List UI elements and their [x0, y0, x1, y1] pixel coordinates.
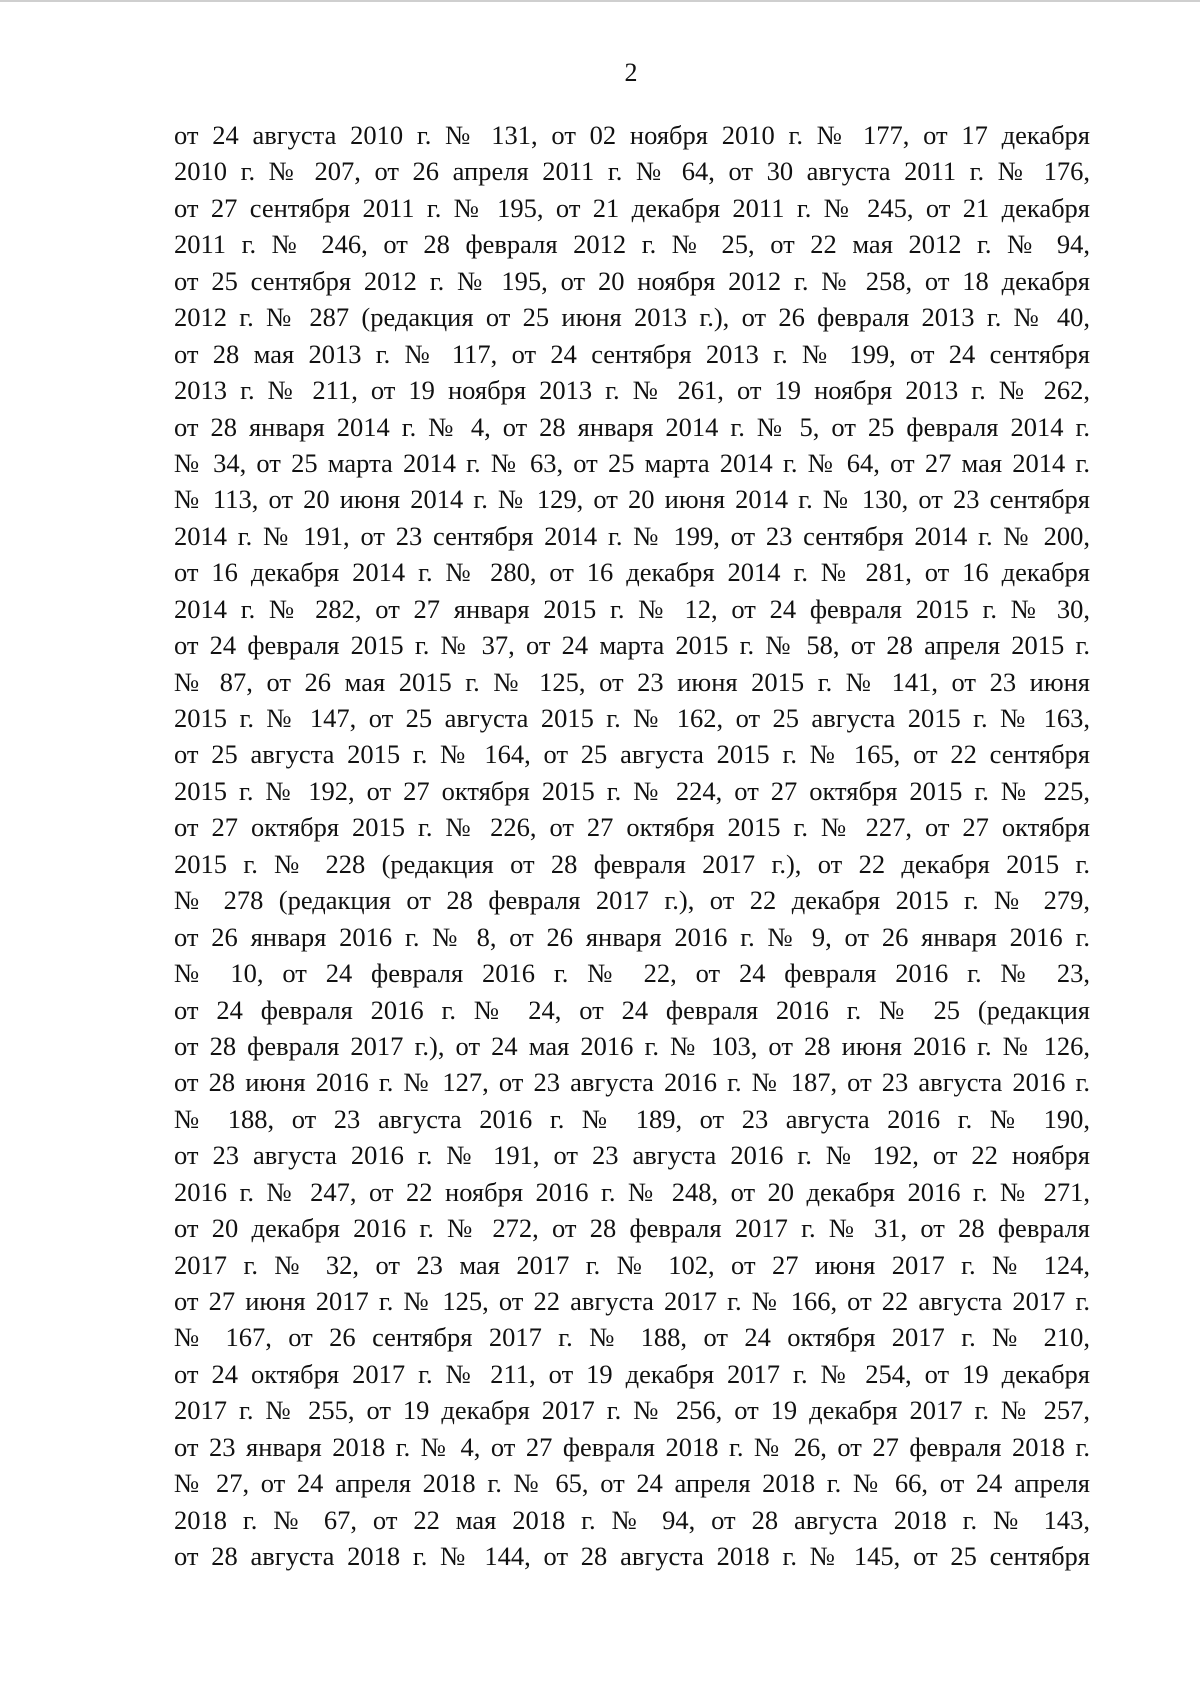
text-line: 2014 г. № 191, от 23 сентября 2014 г. № 199, от 23 сентября 2014 г. № 200,: [174, 520, 1090, 551]
text-line: 2015 г. № 228 (редакция от 28 февраля 2017 г.), от 22 декабря 2015 г.: [174, 848, 1090, 879]
text-line: 2013 г. № 211, от 19 ноября 2013 г. № 261, от 19 ноября 2013 г. № 262,: [174, 375, 1090, 406]
text-line: от 27 сентября 2011 г. № 195, от 21 декабря 2011 г. № 245, от 21 декабря: [174, 192, 1090, 223]
text-line: № 167, от 26 сентября 2017 г. № 188, от 24 октября 2017 г. № 210,: [174, 1322, 1090, 1353]
body-text: [174, 117, 1090, 1575]
text-line: № 113, от 20 июня 2014 г. № 129, от 20 июня 2014 г. № 130, от 23 сентября: [174, 484, 1090, 515]
text-line: 2018 г. № 67, от 22 мая 2018 г. № 94, от 28 августа 2018 г. № 143,: [174, 1504, 1090, 1535]
text-line: от 25 сентября 2012 г. № 195, от 20 ноября 2012 г. № 258, от 18 декабря: [174, 265, 1090, 296]
text-line: № 27, от 24 апреля 2018 г. № 65, от 24 апреля 2018 г. № 66, от 24 апреля: [174, 1468, 1090, 1499]
text-line: от 16 декабря 2014 г. № 280, от 16 декабря 2014 г. № 281, от 16 декабря: [174, 557, 1090, 588]
text-line: 2012 г. № 287 (редакция от 25 июня 2013 г.), от 26 февраля 2013 г. № 40,: [174, 302, 1090, 333]
text-line: от 28 июня 2016 г. № 127, от 23 августа 2016 г. № 187, от 23 августа 2016 г.: [174, 1067, 1090, 1098]
text-line: от 28 февраля 2017 г.), от 24 мая 2016 г. № 103, от 28 июня 2016 г. № 126,: [174, 1030, 1090, 1061]
text-line: 2011 г. № 246, от 28 февраля 2012 г. № 25, от 22 мая 2012 г. № 94,: [174, 229, 1090, 260]
text-line: № 188, от 23 августа 2016 г. № 189, от 23 августа 2016 г. № 190,: [174, 1103, 1090, 1134]
text-line: от 24 августа 2010 г. № 131, от 02 ноября 2010 г. № 177, от 17 декабря: [174, 120, 1090, 150]
text-line: от 27 июня 2017 г. № 125, от 22 августа 2017 г. № 166, от 22 августа 2017 г.: [174, 1286, 1090, 1316]
text-line: от 28 мая 2013 г. № 117, от 24 сентября 2013 г. № 199, от 24 сентября: [174, 338, 1090, 369]
text-line: 2016 г. № 247, от 22 ноября 2016 г. № 248, от 20 декабря 2016 г. № 271,: [174, 1176, 1090, 1207]
text-line: № 34, от 25 марта 2014 г. № 63, от 25 марта 2014 г. № 64, от 27 мая 2014 г.: [174, 447, 1090, 478]
text-line: 2010 г. № 207, от 26 апреля 2011 г. № 64, от 30 августа 2011 г. № 176,: [174, 156, 1090, 187]
text-line: от 28 августа 2018 г. № 144, от 28 августа 2018 г. № 145, от 25 сентября: [174, 1541, 1090, 1572]
text-line: 2017 г. № 32, от 23 мая 2017 г. № 102, от 27 июня 2017 г. № 124,: [174, 1249, 1090, 1280]
text-line: 2015 г. № 147, от 25 августа 2015 г. № 162, от 25 августа 2015 г. № 163,: [174, 703, 1090, 733]
text-line: № 87, от 26 мая 2015 г. № 125, от 23 июня 2015 г. № 141, от 23 июня: [174, 666, 1090, 697]
text-line: 2014 г. № 282, от 27 января 2015 г. № 12, от 24 февраля 2015 г. № 30,: [174, 593, 1090, 624]
text-line: от 20 декабря 2016 г. № 272, от 28 февраля 2017 г. № 31, от 28 февраля: [174, 1213, 1090, 1244]
text-line: от 26 января 2016 г. № 8, от 26 января 2016 г. № 9, от 26 января 2016 г.: [174, 921, 1090, 952]
scan-top-edge: [0, 0, 1200, 2]
text-line: от 23 августа 2016 г. № 191, от 23 августа 2016 г. № 192, от 22 ноября: [174, 1140, 1090, 1171]
text-line: от 25 августа 2015 г. № 164, от 25 августа 2015 г. № 165, от 22 сентября: [174, 739, 1090, 770]
text-line: от 27 октября 2015 г. № 226, от 27 октября 2015 г. № 227, от 27 октября: [174, 812, 1090, 843]
text-line: № 278 (редакция от 28 февраля 2017 г.), от 22 декабря 2015 г. № 279,: [174, 885, 1090, 916]
text-line: от 28 января 2014 г. № 4, от 28 января 2014 г. № 5, от 25 февраля 2014 г.: [174, 411, 1090, 442]
text-line: 2017 г. № 255, от 19 декабря 2017 г. № 256, от 19 декабря 2017 г. № 257,: [174, 1395, 1090, 1426]
text-line: от 23 января 2018 г. № 4, от 27 февраля 2018 г. № 26, от 27 февраля 2018 г.: [174, 1431, 1090, 1462]
text-line: от 24 февраля 2016 г. № 24, от 24 февраля 2016 г. № 25 (редакция: [174, 994, 1090, 1025]
page-number: 2: [624, 58, 638, 87]
text-line: 2015 г. № 192, от 27 октября 2015 г. № 224, от 27 октября 2015 г. № 225,: [174, 775, 1090, 806]
text-line: от 24 октября 2017 г. № 211, от 19 декабря 2017 г. № 254, от 19 декабря: [174, 1358, 1090, 1389]
text-line: от 24 февраля 2015 г. № 37, от 24 марта 2015 г. № 58, от 28 апреля 2015 г.: [174, 630, 1090, 661]
text-line: № 10, от 24 февраля 2016 г. № 22, от 24 февраля 2016 г. № 23,: [174, 958, 1090, 989]
